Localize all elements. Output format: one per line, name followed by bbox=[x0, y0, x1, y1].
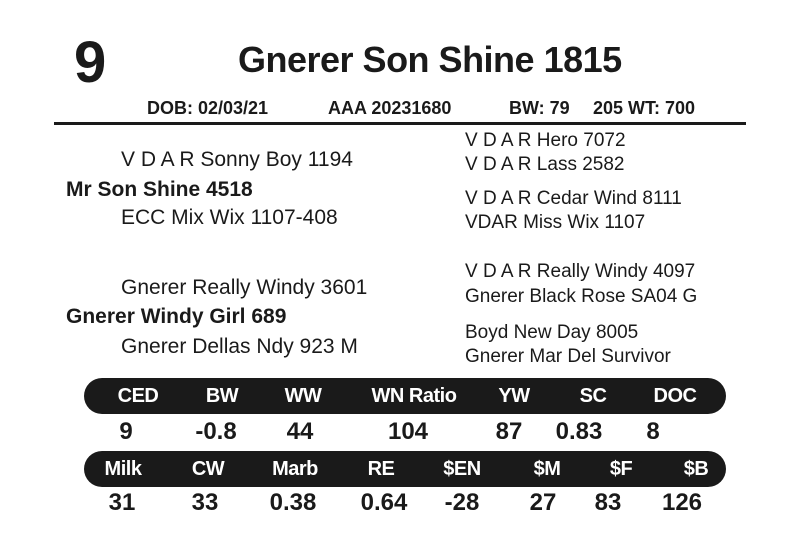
animal-name: Gnerer Son Shine 1815 bbox=[238, 39, 622, 80]
dam-sire-dam: Gnerer Black Rose SA04 G bbox=[465, 286, 698, 307]
sire-sire: V D A R Sonny Boy 1194 bbox=[121, 148, 353, 171]
epd-header-ww: WW bbox=[284, 385, 322, 407]
epd-value-bw: -0.8 bbox=[195, 418, 237, 445]
sire: Mr Son Shine 4518 bbox=[66, 178, 253, 201]
epd-value-cw: 33 bbox=[191, 489, 219, 516]
epd-value-doc: 8 bbox=[646, 418, 660, 445]
epd-value-b: 126 bbox=[661, 489, 703, 516]
epd-header-sc: SC bbox=[579, 385, 607, 407]
lot-number: 9 bbox=[74, 30, 106, 95]
sire-dam-sire: V D A R Cedar Wind 8111 bbox=[465, 188, 682, 209]
weaning-weight-205: 205 WT: 700 bbox=[593, 98, 696, 118]
epd-header-marb: Marb bbox=[272, 458, 318, 480]
registration-number: AAA 20231680 bbox=[328, 98, 452, 118]
header-divider bbox=[54, 122, 746, 125]
epd-value-m: 27 bbox=[529, 489, 557, 516]
epd-header-cw: CW bbox=[191, 458, 225, 480]
birth-weight: BW: 79 bbox=[509, 98, 570, 118]
dam-dam: Gnerer Dellas Ndy 923 M bbox=[121, 335, 358, 358]
epd-value-marb: 0.38 bbox=[269, 489, 317, 516]
epd-value-ced: 9 bbox=[119, 418, 133, 445]
epd-header-f: $F bbox=[609, 458, 633, 480]
epd-value-re: 0.64 bbox=[360, 489, 408, 516]
epd-header-yw: YW bbox=[498, 385, 530, 407]
sire-sire-dam: V D A R Lass 2582 bbox=[465, 154, 625, 175]
sire-sire-sire: V D A R Hero 7072 bbox=[465, 130, 626, 151]
epd-header-wn-ratio: WN Ratio bbox=[371, 385, 457, 407]
epd-header-milk: Milk bbox=[104, 458, 142, 480]
epd-header-m: $M bbox=[533, 458, 561, 480]
epd-value-yw: 87 bbox=[495, 418, 523, 445]
epd-header-en: $EN bbox=[443, 458, 481, 480]
epd-header-re: RE bbox=[367, 458, 395, 480]
epd-value-milk: 31 bbox=[108, 489, 136, 516]
epd-value-ww: 44 bbox=[286, 418, 314, 445]
dam-sire-sire: V D A R Really Windy 4097 bbox=[465, 261, 696, 282]
dam: Gnerer Windy Girl 689 bbox=[66, 305, 287, 328]
epd-value-f: 83 bbox=[594, 489, 622, 516]
dam-dam-sire: Boyd New Day 8005 bbox=[465, 322, 639, 343]
dam-sire: Gnerer Really Windy 3601 bbox=[121, 276, 368, 299]
epd-header-bw: BW bbox=[205, 385, 239, 407]
epd-header-ced: CED bbox=[117, 385, 159, 407]
dam-dam-dam: Gnerer Mar Del Survivor bbox=[465, 346, 671, 367]
epd-header-b: $B bbox=[683, 458, 709, 480]
epd-value-wn-ratio: 104 bbox=[387, 418, 429, 445]
dob: DOB: 02/03/21 bbox=[147, 98, 269, 118]
epd-header-doc: DOC bbox=[653, 385, 697, 407]
epd-value-sc: 0.83 bbox=[555, 418, 603, 445]
sire-dam-dam: VDAR Miss Wix 1107 bbox=[465, 212, 646, 233]
epd-value-en: -28 bbox=[444, 489, 480, 516]
sire-dam: ECC Mix Wix 1107-408 bbox=[121, 206, 338, 229]
